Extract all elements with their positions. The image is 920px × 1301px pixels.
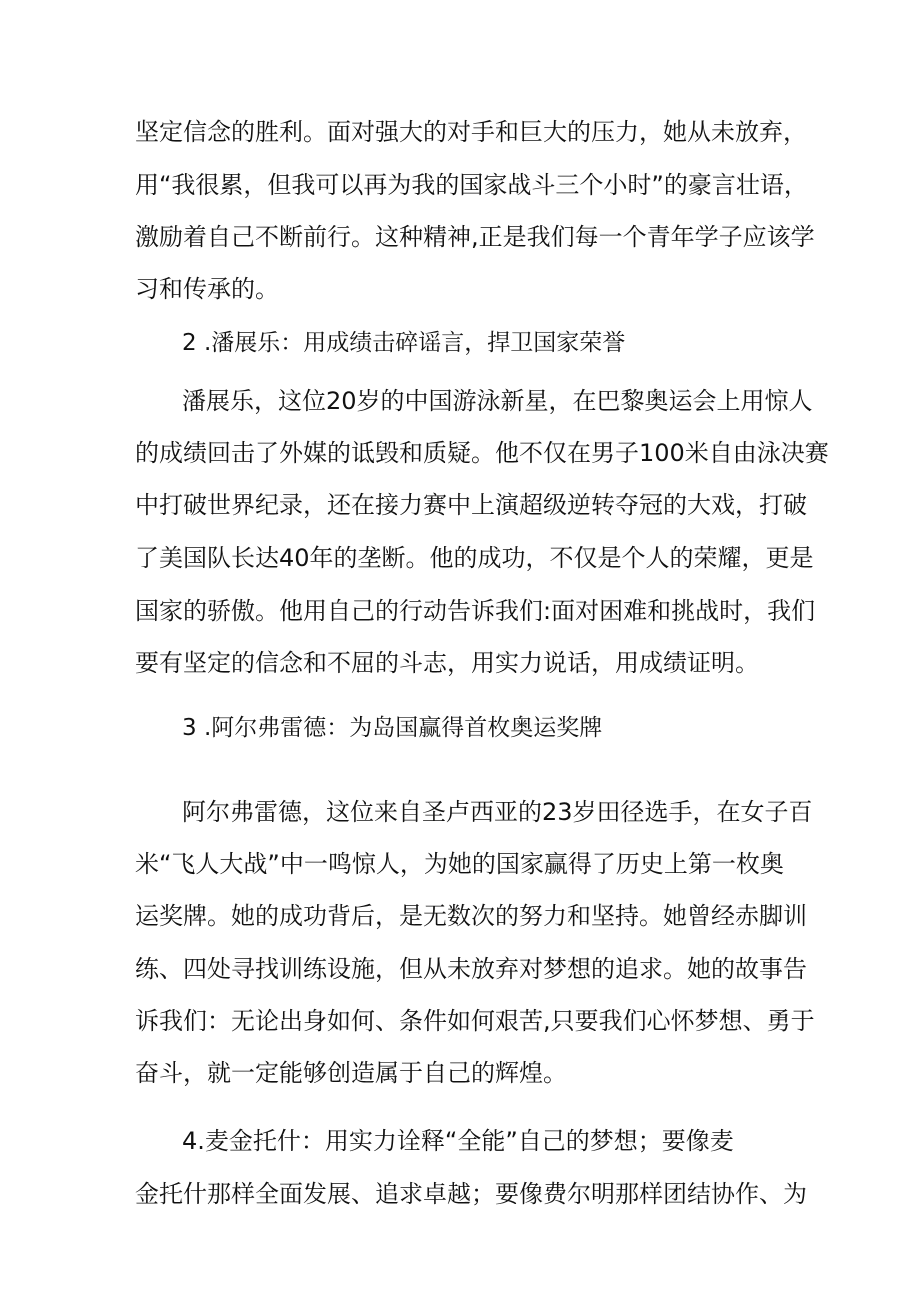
- paragraph-line: 诉我们：无论出身如何、条件如何艰苦,只要我们心怀梦想、勇于: [135, 1007, 815, 1035]
- section-heading-4: [182, 1126, 734, 1156]
- paragraph-line: 潘展乐，这位20岁的中国游泳新星，在巴黎奥运会上用惊人: [182, 387, 813, 415]
- section-heading-2: [182, 328, 625, 358]
- paragraph-line: 运奖牌。她的成功背后，是无数次的努力和坚持。她曾经赤脚训: [135, 902, 807, 930]
- paragraph-line: 中打破世界纪录，还在接力赛中上演超级逆转夺冠的大戏，打破: [135, 491, 807, 519]
- heading-number: 4: [182, 1127, 198, 1155]
- paragraph-line: 要有坚定的信念和不屈的斗志，用实力说话，用成绩证明。: [135, 649, 759, 677]
- paragraph-line: 用“我很累，但我可以再为我的国家战斗三个小时”的豪言壮语，: [135, 171, 808, 199]
- paragraph-line: 奋斗，就一定能够创造属于自己的辉煌。: [135, 1059, 567, 1087]
- heading-number: 2: [182, 330, 197, 356]
- paragraph-line: 练、四处寻找训练设施，但从未放弃对梦想的追求。她的故事告: [135, 955, 807, 983]
- paragraph-line: 了美国队长达40年的垄断。他的成功，不仅是个人的荣耀，更是: [135, 544, 814, 572]
- paragraph-line: 习和传承的。: [135, 275, 279, 303]
- section-heading-3: [182, 713, 602, 743]
- paragraph-line: 国家的骄傲。他用自己的行动告诉我们:面对困难和挑战时，我们: [135, 597, 816, 625]
- heading-text: .阿尔弗雷德：为岛国赢得首枚奥运奖牌: [203, 715, 603, 741]
- paragraph-line: 的成绩回击了外媒的诋毁和质疑。他不仅在男子100米自由泳决赛: [135, 439, 829, 467]
- paragraph-line: 激励着自己不断前行。这种精神,正是我们每一个青年学子应该学: [135, 223, 815, 251]
- paragraph-line-p4: 金托什那样全面发展、追求卓越；要像费尔明那样团结协作、为: [135, 1180, 807, 1208]
- heading-text: .麦金托什：用实力诠释“全能”自己的梦想；要像麦: [197, 1127, 734, 1155]
- paragraph-line: 阿尔弗雷德，这位来自圣卢西亚的23岁田径选手，在女子百: [182, 798, 813, 826]
- paragraph-line: 米“飞人大战”中一鸣惊人，为她的国家赢得了历史上第一枚奥: [135, 850, 784, 878]
- paragraph-line: 坚定信念的胜利。面对强大的对手和巨大的压力，她从未放弃，: [135, 118, 807, 146]
- heading-text: .潘展乐：用成绩击碎谣言，捍卫国家荣誉: [203, 330, 626, 356]
- heading-number: 3: [182, 715, 197, 741]
